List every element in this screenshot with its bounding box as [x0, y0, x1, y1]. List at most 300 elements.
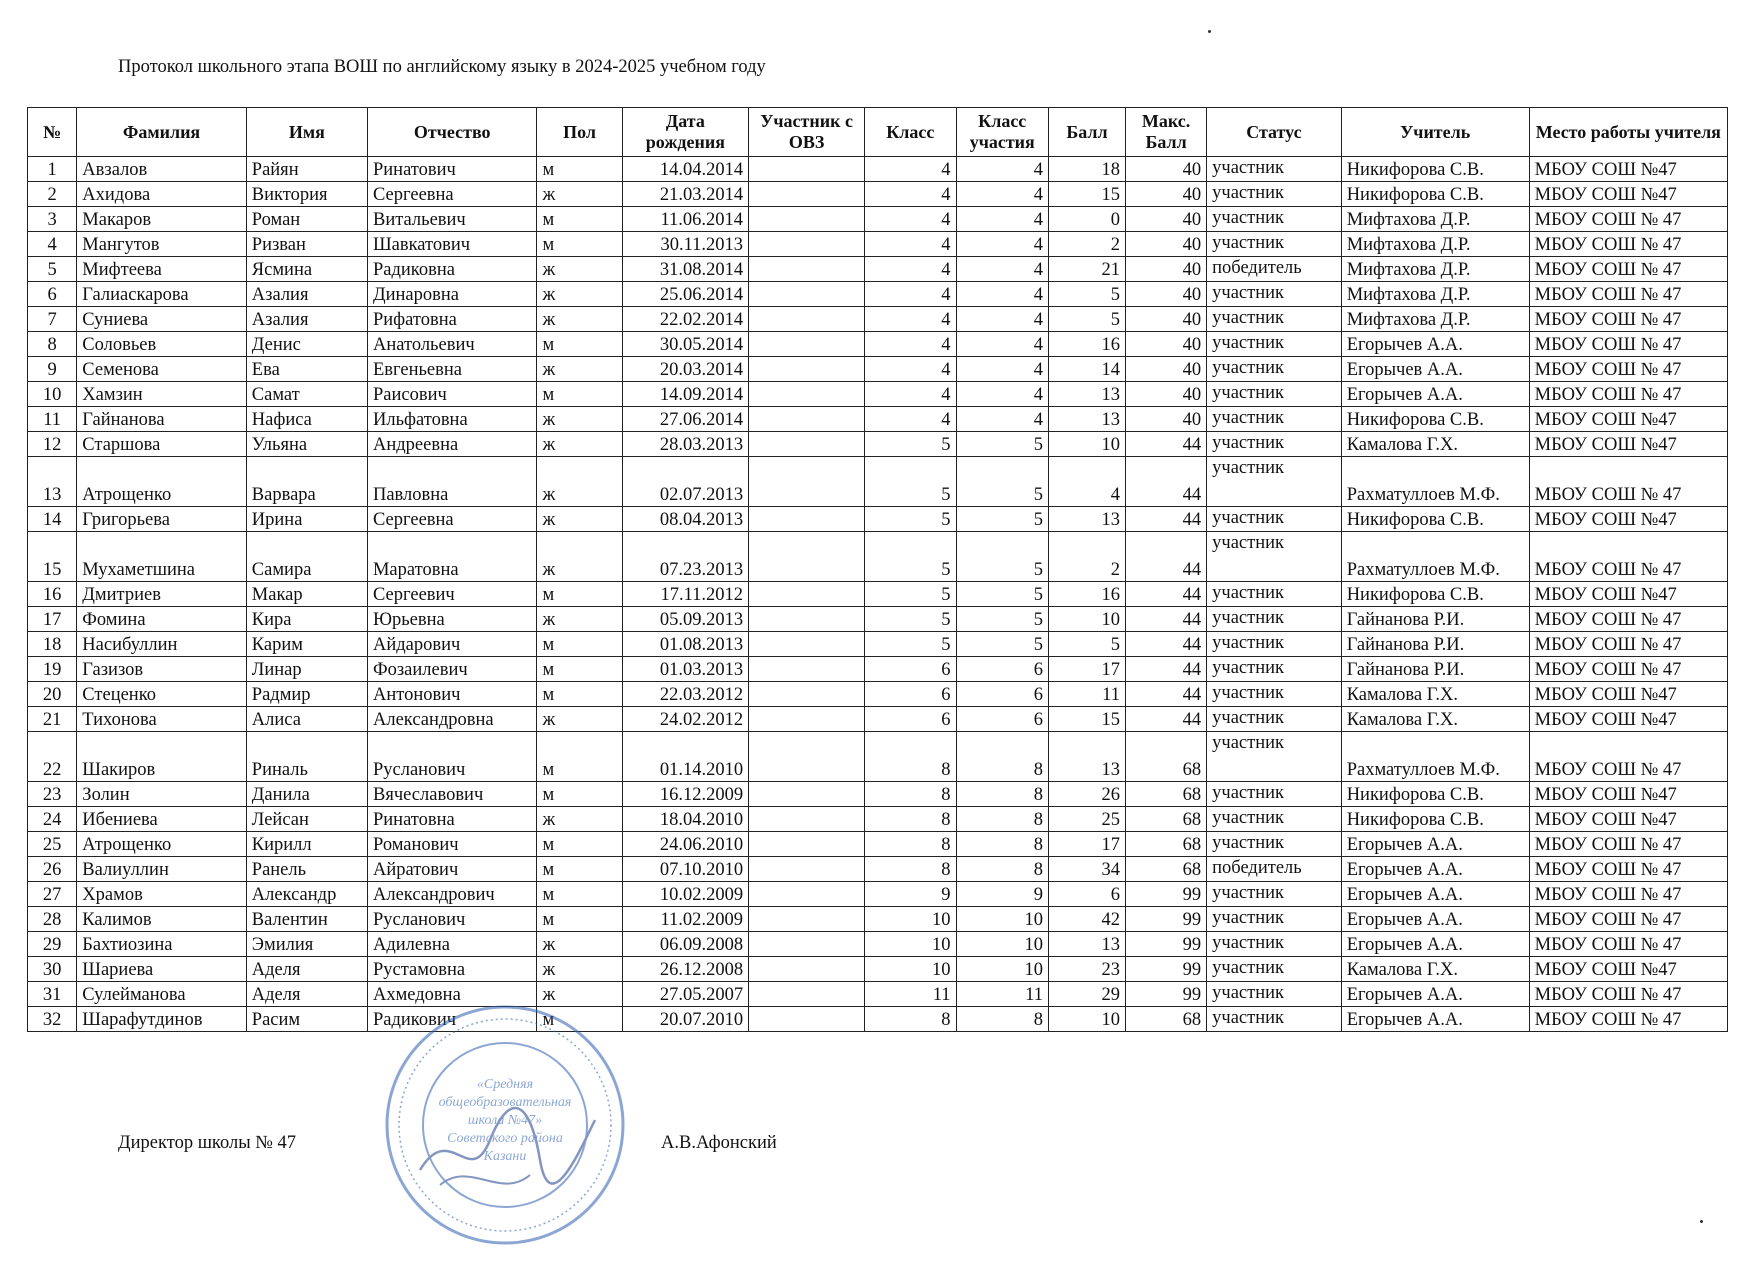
- teacher-cell: Егорычев А.А.: [1341, 982, 1529, 1007]
- stamp-text-line: общеобразовательная: [438, 1095, 572, 1110]
- teacher-cell: Никифорова С.В.: [1341, 582, 1529, 607]
- row-number-cell: 7: [28, 307, 77, 332]
- teacher-workplace-cell: МБОУ СОШ № 47: [1529, 982, 1727, 1007]
- last-name-cell: Атрощенко: [77, 832, 246, 857]
- score-cell: 10: [1048, 1007, 1125, 1032]
- max-score-cell: 99: [1126, 907, 1207, 932]
- ovz-flag-cell: [749, 157, 865, 182]
- last-name-cell: Ибениева: [77, 807, 246, 832]
- row-number-cell: 1: [28, 157, 77, 182]
- status-cell: участник: [1207, 307, 1342, 332]
- row-number-cell: 23: [28, 782, 77, 807]
- grade-cell: 6: [865, 682, 956, 707]
- teacher-workplace-cell: МБОУ СОШ №47: [1529, 182, 1727, 207]
- last-name-cell: Тихонова: [77, 707, 246, 732]
- first-name-cell: Валентин: [246, 907, 367, 932]
- header-cell: Класс: [865, 108, 956, 157]
- teacher-workplace-cell: МБОУ СОШ №47: [1529, 157, 1727, 182]
- participation-grade-cell: 10: [956, 957, 1048, 982]
- grade-cell: 4: [865, 332, 956, 357]
- table-row: [28, 857, 1728, 882]
- grade-cell: 4: [865, 307, 956, 332]
- teacher-cell: Рахматуллоев М.Ф.: [1341, 732, 1529, 782]
- grade-cell: 10: [865, 907, 956, 932]
- header-cell: Дата рождения: [622, 108, 748, 157]
- teacher-cell: Никифорова С.В.: [1341, 507, 1529, 532]
- patronymic-cell: Анатольевич: [367, 332, 536, 357]
- patronymic-cell: Ильфатовна: [367, 407, 536, 432]
- birth-date-cell: 25.06.2014: [622, 282, 748, 307]
- patronymic-cell: Айратович: [367, 857, 536, 882]
- birth-date-cell: 31.08.2014: [622, 257, 748, 282]
- last-name-cell: Атрощенко: [77, 457, 246, 507]
- birth-date-cell: 16.12.2009: [622, 782, 748, 807]
- status-cell: участник: [1207, 332, 1342, 357]
- gender-cell: м: [537, 657, 622, 682]
- row-number-cell: 14: [28, 507, 77, 532]
- teacher-cell: Никифорова С.В.: [1341, 182, 1529, 207]
- birth-date-cell: 30.05.2014: [622, 332, 748, 357]
- header-cell: Класс участия: [956, 108, 1048, 157]
- participation-grade-cell: 5: [956, 582, 1048, 607]
- stamp-text-line: Казани: [483, 1149, 527, 1164]
- score-cell: 10: [1048, 432, 1125, 457]
- grade-cell: 4: [865, 157, 956, 182]
- gender-cell: м: [537, 157, 622, 182]
- last-name-cell: Шакиров: [77, 732, 246, 782]
- grade-cell: 8: [865, 732, 956, 782]
- status-cell: участник: [1207, 457, 1342, 507]
- first-name-cell: Ульяна: [246, 432, 367, 457]
- teacher-workplace-cell: МБОУ СОШ № 47: [1529, 857, 1727, 882]
- participation-grade-cell: 10: [956, 932, 1048, 957]
- ovz-flag-cell: [749, 882, 865, 907]
- grade-cell: 6: [865, 657, 956, 682]
- ovz-flag-cell: [749, 382, 865, 407]
- gender-cell: ж: [537, 807, 622, 832]
- gender-cell: м: [537, 632, 622, 657]
- patronymic-cell: Радиковна: [367, 257, 536, 282]
- last-name-cell: Авзалов: [77, 157, 246, 182]
- scan-speck: [1208, 30, 1211, 33]
- table-row: [28, 432, 1728, 457]
- ovz-flag-cell: [749, 182, 865, 207]
- first-name-cell: Райян: [246, 157, 367, 182]
- table-row: [28, 957, 1728, 982]
- max-score-cell: 44: [1126, 532, 1207, 582]
- ovz-flag-cell: [749, 307, 865, 332]
- max-score-cell: 40: [1126, 407, 1207, 432]
- table-row: [28, 632, 1728, 657]
- last-name-cell: Валиуллин: [77, 857, 246, 882]
- score-cell: 18: [1048, 157, 1125, 182]
- first-name-cell: Ирина: [246, 507, 367, 532]
- status-cell: участник: [1207, 432, 1342, 457]
- grade-cell: 8: [865, 782, 956, 807]
- max-score-cell: 99: [1126, 957, 1207, 982]
- participation-grade-cell: 5: [956, 532, 1048, 582]
- header-cell: Имя: [246, 108, 367, 157]
- last-name-cell: Мифтеева: [77, 257, 246, 282]
- teacher-cell: Егорычев А.А.: [1341, 332, 1529, 357]
- ovz-flag-cell: [749, 507, 865, 532]
- patronymic-cell: Сергеевич: [367, 582, 536, 607]
- ovz-flag-cell: [749, 632, 865, 657]
- birth-date-cell: 08.04.2013: [622, 507, 748, 532]
- participation-grade-cell: 5: [956, 507, 1048, 532]
- status-cell: участник: [1207, 232, 1342, 257]
- table-row: [28, 282, 1728, 307]
- gender-cell: ж: [537, 457, 622, 507]
- participation-grade-cell: 8: [956, 807, 1048, 832]
- teacher-workplace-cell: МБОУ СОШ № 47: [1529, 832, 1727, 857]
- last-name-cell: Хамзин: [77, 382, 246, 407]
- teacher-workplace-cell: МБОУ СОШ № 47: [1529, 282, 1727, 307]
- status-cell: участник: [1207, 657, 1342, 682]
- birth-date-cell: 20.07.2010: [622, 1007, 748, 1032]
- grade-cell: 4: [865, 232, 956, 257]
- gender-cell: ж: [537, 282, 622, 307]
- last-name-cell: Суниева: [77, 307, 246, 332]
- gender-cell: м: [537, 582, 622, 607]
- last-name-cell: Мангутов: [77, 232, 246, 257]
- max-score-cell: 99: [1126, 982, 1207, 1007]
- teacher-cell: Егорычев А.А.: [1341, 832, 1529, 857]
- birth-date-cell: 14.04.2014: [622, 157, 748, 182]
- ovz-flag-cell: [749, 932, 865, 957]
- table-row: [28, 582, 1728, 607]
- score-cell: 5: [1048, 632, 1125, 657]
- gender-cell: ж: [537, 532, 622, 582]
- teacher-cell: Егорычев А.А.: [1341, 382, 1529, 407]
- teacher-cell: Камалова Г.Х.: [1341, 957, 1529, 982]
- score-cell: 17: [1048, 657, 1125, 682]
- patronymic-cell: Евгеньевна: [367, 357, 536, 382]
- teacher-cell: Никифорова С.В.: [1341, 807, 1529, 832]
- participation-grade-cell: 4: [956, 357, 1048, 382]
- patronymic-cell: Рифатовна: [367, 307, 536, 332]
- score-cell: 5: [1048, 282, 1125, 307]
- participation-grade-cell: 4: [956, 182, 1048, 207]
- birth-date-cell: 17.11.2012: [622, 582, 748, 607]
- participation-grade-cell: 4: [956, 382, 1048, 407]
- teacher-cell: Камалова Г.Х.: [1341, 707, 1529, 732]
- table-row: [28, 332, 1728, 357]
- status-cell: участник: [1207, 882, 1342, 907]
- patronymic-cell: Айдарович: [367, 632, 536, 657]
- row-number-cell: 11: [28, 407, 77, 432]
- stamp-text-line: «Средняя: [476, 1077, 534, 1092]
- teacher-workplace-cell: МБОУ СОШ №47: [1529, 407, 1727, 432]
- patronymic-cell: Романович: [367, 832, 536, 857]
- patronymic-cell: Адилевна: [367, 932, 536, 957]
- birth-date-cell: 11.06.2014: [622, 207, 748, 232]
- table-row: [28, 157, 1728, 182]
- status-cell: участник: [1207, 532, 1342, 582]
- max-score-cell: 44: [1126, 682, 1207, 707]
- grade-cell: 4: [865, 282, 956, 307]
- ovz-flag-cell: [749, 807, 865, 832]
- grade-cell: 4: [865, 357, 956, 382]
- score-cell: 13: [1048, 407, 1125, 432]
- max-score-cell: 40: [1126, 382, 1207, 407]
- row-number-cell: 30: [28, 957, 77, 982]
- row-number-cell: 15: [28, 532, 77, 582]
- ovz-flag-cell: [749, 257, 865, 282]
- grade-cell: 8: [865, 1007, 956, 1032]
- row-number-cell: 19: [28, 657, 77, 682]
- table-row: [28, 507, 1728, 532]
- participation-grade-cell: 8: [956, 1007, 1048, 1032]
- patronymic-cell: Александрович: [367, 882, 536, 907]
- patronymic-cell: Ринатович: [367, 157, 536, 182]
- first-name-cell: Самат: [246, 382, 367, 407]
- table-row: [28, 257, 1728, 282]
- grade-cell: 6: [865, 707, 956, 732]
- birth-date-cell: 24.06.2010: [622, 832, 748, 857]
- first-name-cell: Роман: [246, 207, 367, 232]
- header-cell: №: [28, 108, 77, 157]
- max-score-cell: 40: [1126, 232, 1207, 257]
- last-name-cell: Бахтиозина: [77, 932, 246, 957]
- gender-cell: ж: [537, 982, 622, 1007]
- max-score-cell: 44: [1126, 457, 1207, 507]
- max-score-cell: 44: [1126, 607, 1207, 632]
- ovz-flag-cell: [749, 232, 865, 257]
- patronymic-cell: Ринатовна: [367, 807, 536, 832]
- first-name-cell: Кирилл: [246, 832, 367, 857]
- participation-grade-cell: 9: [956, 882, 1048, 907]
- ovz-flag-cell: [749, 732, 865, 782]
- row-number-cell: 4: [28, 232, 77, 257]
- teacher-cell: Гайнанова Р.И.: [1341, 607, 1529, 632]
- last-name-cell: Фомина: [77, 607, 246, 632]
- status-cell: участник: [1207, 707, 1342, 732]
- row-number-cell: 10: [28, 382, 77, 407]
- birth-date-cell: 05.09.2013: [622, 607, 748, 632]
- last-name-cell: Шарафутдинов: [77, 1007, 246, 1032]
- table-row: [28, 307, 1728, 332]
- row-number-cell: 5: [28, 257, 77, 282]
- row-number-cell: 24: [28, 807, 77, 832]
- score-cell: 13: [1048, 507, 1125, 532]
- gender-cell: м: [537, 782, 622, 807]
- max-score-cell: 99: [1126, 932, 1207, 957]
- gender-cell: м: [537, 882, 622, 907]
- table-row: [28, 182, 1728, 207]
- score-cell: 11: [1048, 682, 1125, 707]
- grade-cell: 11: [865, 982, 956, 1007]
- patronymic-cell: Павловна: [367, 457, 536, 507]
- school-stamp: [380, 1000, 630, 1250]
- participation-grade-cell: 8: [956, 832, 1048, 857]
- status-cell: участник: [1207, 382, 1342, 407]
- teacher-workplace-cell: МБОУ СОШ № 47: [1529, 657, 1727, 682]
- grade-cell: 5: [865, 532, 956, 582]
- row-number-cell: 6: [28, 282, 77, 307]
- first-name-cell: Макар: [246, 582, 367, 607]
- ovz-flag-cell: [749, 857, 865, 882]
- patronymic-cell: Раисович: [367, 382, 536, 407]
- first-name-cell: Эмилия: [246, 932, 367, 957]
- max-score-cell: 44: [1126, 632, 1207, 657]
- protocol-table: [27, 107, 1728, 1032]
- header-cell: Балл: [1048, 108, 1125, 157]
- status-cell: участник: [1207, 582, 1342, 607]
- first-name-cell: Ева: [246, 357, 367, 382]
- table-row: [28, 932, 1728, 957]
- teacher-workplace-cell: МБОУ СОШ № 47: [1529, 207, 1727, 232]
- participation-grade-cell: 8: [956, 732, 1048, 782]
- gender-cell: м: [537, 232, 622, 257]
- last-name-cell: Семенова: [77, 357, 246, 382]
- status-cell: участник: [1207, 282, 1342, 307]
- score-cell: 0: [1048, 207, 1125, 232]
- birth-date-cell: 27.05.2007: [622, 982, 748, 1007]
- table-row: [28, 407, 1728, 432]
- birth-date-cell: 07.23.2013: [622, 532, 748, 582]
- max-score-cell: 68: [1126, 857, 1207, 882]
- participation-grade-cell: 4: [956, 407, 1048, 432]
- row-number-cell: 25: [28, 832, 77, 857]
- first-name-cell: Ясмина: [246, 257, 367, 282]
- grade-cell: 5: [865, 457, 956, 507]
- max-score-cell: 40: [1126, 332, 1207, 357]
- gender-cell: ж: [537, 707, 622, 732]
- teacher-workplace-cell: МБОУ СОШ № 47: [1529, 457, 1727, 507]
- grade-cell: 8: [865, 832, 956, 857]
- birth-date-cell: 06.09.2008: [622, 932, 748, 957]
- gender-cell: ж: [537, 182, 622, 207]
- birth-date-cell: 07.10.2010: [622, 857, 748, 882]
- first-name-cell: Аделя: [246, 982, 367, 1007]
- ovz-flag-cell: [749, 282, 865, 307]
- row-number-cell: 18: [28, 632, 77, 657]
- score-cell: 42: [1048, 907, 1125, 932]
- status-cell: участник: [1207, 682, 1342, 707]
- participation-grade-cell: 4: [956, 207, 1048, 232]
- first-name-cell: Самира: [246, 532, 367, 582]
- birth-date-cell: 01.14.2010: [622, 732, 748, 782]
- signature-underline: [440, 1175, 530, 1185]
- teacher-cell: Гайнанова Р.И.: [1341, 632, 1529, 657]
- first-name-cell: Ранель: [246, 857, 367, 882]
- birth-date-cell: 27.06.2014: [622, 407, 748, 432]
- teacher-workplace-cell: МБОУ СОШ № 47: [1529, 882, 1727, 907]
- birth-date-cell: 22.02.2014: [622, 307, 748, 332]
- status-cell: участник: [1207, 907, 1342, 932]
- ovz-flag-cell: [749, 207, 865, 232]
- max-score-cell: 68: [1126, 732, 1207, 782]
- ovz-flag-cell: [749, 332, 865, 357]
- teacher-workplace-cell: МБОУ СОШ № 47: [1529, 732, 1727, 782]
- teacher-workplace-cell: МБОУ СОШ №47: [1529, 807, 1727, 832]
- ovz-flag-cell: [749, 532, 865, 582]
- ovz-flag-cell: [749, 432, 865, 457]
- grade-cell: 9: [865, 882, 956, 907]
- first-name-cell: Ризван: [246, 232, 367, 257]
- max-score-cell: 68: [1126, 782, 1207, 807]
- status-cell: участник: [1207, 357, 1342, 382]
- teacher-cell: Егорычев А.А.: [1341, 907, 1529, 932]
- birth-date-cell: 14.09.2014: [622, 382, 748, 407]
- status-cell: участник: [1207, 932, 1342, 957]
- last-name-cell: Стеценко: [77, 682, 246, 707]
- ovz-flag-cell: [749, 457, 865, 507]
- table-row: [28, 732, 1728, 782]
- birth-date-cell: 22.03.2012: [622, 682, 748, 707]
- score-cell: 2: [1048, 232, 1125, 257]
- table-row: [28, 1007, 1728, 1032]
- patronymic-cell: Фозаилевич: [367, 657, 536, 682]
- table-header-row: [28, 108, 1728, 157]
- birth-date-cell: 28.03.2013: [622, 432, 748, 457]
- gender-cell: м: [537, 832, 622, 857]
- teacher-workplace-cell: МБОУ СОШ №47: [1529, 507, 1727, 532]
- status-cell: победитель: [1207, 857, 1342, 882]
- teacher-workplace-cell: МБОУ СОШ № 47: [1529, 907, 1727, 932]
- last-name-cell: Калимов: [77, 907, 246, 932]
- teacher-cell: Егорычев А.А.: [1341, 932, 1529, 957]
- teacher-workplace-cell: МБОУ СОШ № 47: [1529, 332, 1727, 357]
- score-cell: 16: [1048, 582, 1125, 607]
- score-cell: 6: [1048, 882, 1125, 907]
- birth-date-cell: 01.03.2013: [622, 657, 748, 682]
- max-score-cell: 40: [1126, 257, 1207, 282]
- status-cell: участник: [1207, 957, 1342, 982]
- row-number-cell: 20: [28, 682, 77, 707]
- max-score-cell: 68: [1126, 832, 1207, 857]
- gender-cell: м: [537, 732, 622, 782]
- row-number-cell: 29: [28, 932, 77, 957]
- grade-cell: 10: [865, 932, 956, 957]
- max-score-cell: 40: [1126, 307, 1207, 332]
- score-cell: 13: [1048, 732, 1125, 782]
- ovz-flag-cell: [749, 1007, 865, 1032]
- birth-date-cell: 24.02.2012: [622, 707, 748, 732]
- status-cell: участник: [1207, 782, 1342, 807]
- birth-date-cell: 30.11.2013: [622, 232, 748, 257]
- table-row: [28, 832, 1728, 857]
- table-row: [28, 232, 1728, 257]
- table-row: [28, 882, 1728, 907]
- first-name-cell: Риналь: [246, 732, 367, 782]
- teacher-cell: Мифтахова Д.Р.: [1341, 232, 1529, 257]
- teacher-workplace-cell: МБОУ СОШ № 47: [1529, 932, 1727, 957]
- grade-cell: 8: [865, 807, 956, 832]
- max-score-cell: 68: [1126, 1007, 1207, 1032]
- status-cell: участник: [1207, 182, 1342, 207]
- score-cell: 21: [1048, 257, 1125, 282]
- table-row: [28, 657, 1728, 682]
- gender-cell: м: [537, 332, 622, 357]
- participation-grade-cell: 6: [956, 657, 1048, 682]
- status-cell: участник: [1207, 1007, 1342, 1032]
- row-number-cell: 22: [28, 732, 77, 782]
- score-cell: 23: [1048, 957, 1125, 982]
- birth-date-cell: 18.04.2010: [622, 807, 748, 832]
- gender-cell: м: [537, 682, 622, 707]
- gender-cell: ж: [537, 432, 622, 457]
- max-score-cell: 44: [1126, 657, 1207, 682]
- teacher-cell: Мифтахова Д.Р.: [1341, 282, 1529, 307]
- max-score-cell: 68: [1126, 807, 1207, 832]
- grade-cell: 4: [865, 257, 956, 282]
- status-cell: участник: [1207, 982, 1342, 1007]
- table-row: [28, 807, 1728, 832]
- teacher-cell: Гайнанова Р.И.: [1341, 657, 1529, 682]
- last-name-cell: Гайнанова: [77, 407, 246, 432]
